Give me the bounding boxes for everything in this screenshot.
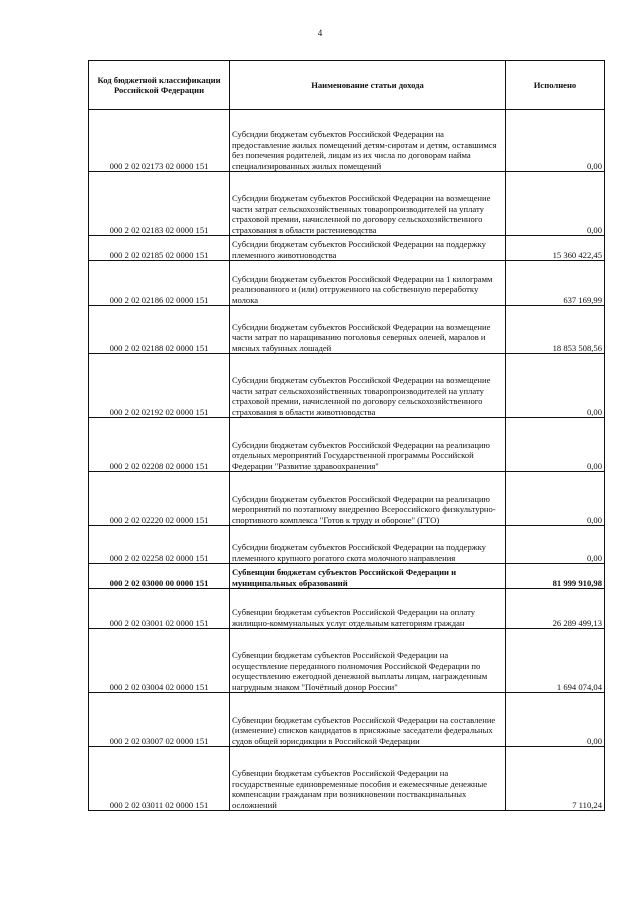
- row-code: 000 2 02 02192 02 0000 151: [89, 354, 230, 418]
- row-amount: 1 694 074,04: [506, 629, 605, 693]
- row-name: Субвенции бюджетам субъектов Российской Федерации и муниципальных образований: [230, 564, 506, 589]
- table-row: [89, 747, 605, 811]
- row-code: 000 2 02 02185 02 0000 151: [89, 236, 230, 261]
- table-header-row: [89, 61, 605, 110]
- row-name: Субсидии бюджетам субъектов Российской Федерации на поддержку племенного животноводства: [230, 236, 506, 261]
- table-row: [89, 693, 605, 747]
- row-code: 000 2 02 02183 02 0000 151: [89, 172, 230, 236]
- row-amount: 0,00: [506, 110, 605, 172]
- row-code: 000 2 02 03007 02 0000 151: [89, 693, 230, 747]
- row-code: 000 2 02 03000 00 0000 151: [89, 564, 230, 589]
- row-name: Субсидии бюджетам субъектов Российской Федерации на возмещение части затрат сельскохозяйственных товаропроизводителей на уплату страховой премии, начисленной по договору сельскохозяйственного страхования в области растениеводства: [230, 172, 506, 236]
- row-amount: 0,00: [506, 354, 605, 418]
- table-row: [89, 564, 605, 589]
- row-amount: 0,00: [506, 172, 605, 236]
- row-amount: 0,00: [506, 693, 605, 747]
- row-name: Субсидии бюджетам субъектов Российской Федерации на реализацию мероприятий по поэтапному внедрению Всероссийского физкультурно-спортивного комплекса "Готов к труду и обороне" (ГТО): [230, 472, 506, 526]
- row-name: Субвенции бюджетам субъектов Российской Федерации на государственные единовременные пособия и ежемесячные денежные компенсации гражданам при возникновении поствакцинальных осложнений: [230, 747, 506, 811]
- table-row: [89, 526, 605, 564]
- row-code: 000 2 02 02258 02 0000 151: [89, 526, 230, 564]
- header-name: Наименование статьи дохода: [230, 61, 506, 110]
- row-amount: 18 853 508,56: [506, 306, 605, 354]
- row-amount: 637 169,99: [506, 261, 605, 306]
- row-name: Субвенции бюджетам субъектов Российской Федерации на составление (изменение) списков кандидатов в присяжные заседатели федеральных судов общей юрисдикции в Российской Федерации: [230, 693, 506, 747]
- header-code: Код бюджетной классификации Российской Федерации: [89, 61, 230, 110]
- row-amount: 7 110,24: [506, 747, 605, 811]
- table-row: [89, 629, 605, 693]
- row-amount: 0,00: [506, 472, 605, 526]
- row-amount: 0,00: [506, 526, 605, 564]
- row-amount: 15 360 422,45: [506, 236, 605, 261]
- table-row: [89, 110, 605, 172]
- row-name: Субсидии бюджетам субъектов Российской Федерации на поддержку племенного крупного рогатого скота молочного направления: [230, 526, 506, 564]
- row-code: 000 2 02 03011 02 0000 151: [89, 747, 230, 811]
- row-name: Субвенции бюджетам субъектов Российской Федерации на осуществление переданного полномочия Российской Федерации по осуществлению ежегодной денежной выплаты лицам, награжденным нагрудным знаком "Почётный донор России": [230, 629, 506, 693]
- row-code: 000 2 02 03001 02 0000 151: [89, 589, 230, 629]
- table-row: [89, 306, 605, 354]
- row-name: Субсидии бюджетам субъектов Российской Федерации на 1 килограмм реализованного и (или) отгруженного на собственную переработку молока: [230, 261, 506, 306]
- row-amount: 26 289 499,13: [506, 589, 605, 629]
- table-row: [89, 472, 605, 526]
- table-row: [89, 589, 605, 629]
- row-name: Субвенции бюджетам субъектов Российской Федерации на оплату жилищно-коммунальных услуг отдельным категориям граждан: [230, 589, 506, 629]
- row-name: Субсидии бюджетам субъектов Российской Федерации на предоставление жилых помещений детям-сиротам и детям, оставшимся без попечения родителей, лицам из их числа по договорам найма специализированных жилых помещений: [230, 110, 506, 172]
- row-code: 000 2 02 02173 02 0000 151: [89, 110, 230, 172]
- row-amount: 81 999 910,98: [506, 564, 605, 589]
- table-row: [89, 418, 605, 472]
- row-name: Субсидии бюджетам субъектов Российской Федерации на возмещение части затрат сельскохозяйственных товаропроизводителей на уплату страховой премии, начисленной по договору сельскохозяйственного страхования в области животноводства: [230, 354, 506, 418]
- table-row: [89, 261, 605, 306]
- row-code: 000 2 02 02220 02 0000 151: [89, 472, 230, 526]
- page-number: 4: [317, 28, 323, 38]
- table-row: [89, 236, 605, 261]
- row-name: Субсидии бюджетам субъектов Российской Федерации на реализацию отдельных мероприятий Государственной программы Российской Федерации "Развитие здравоохранения": [230, 418, 506, 472]
- row-code: 000 2 02 02186 02 0000 151: [89, 261, 230, 306]
- table-row: [89, 172, 605, 236]
- table-row: [89, 354, 605, 418]
- row-name: Субсидии бюджетам субъектов Российской Федерации на возмещение части затрат по наращиванию поголовья северных оленей, маралов и мясных табунных лошадей: [230, 306, 506, 354]
- row-code: 000 2 02 02208 02 0000 151: [89, 418, 230, 472]
- row-code: 000 2 02 03004 02 0000 151: [89, 629, 230, 693]
- budget-table: [88, 60, 605, 811]
- row-code: 000 2 02 02188 02 0000 151: [89, 306, 230, 354]
- header-amount: Исполнено: [506, 61, 605, 110]
- row-amount: 0,00: [506, 418, 605, 472]
